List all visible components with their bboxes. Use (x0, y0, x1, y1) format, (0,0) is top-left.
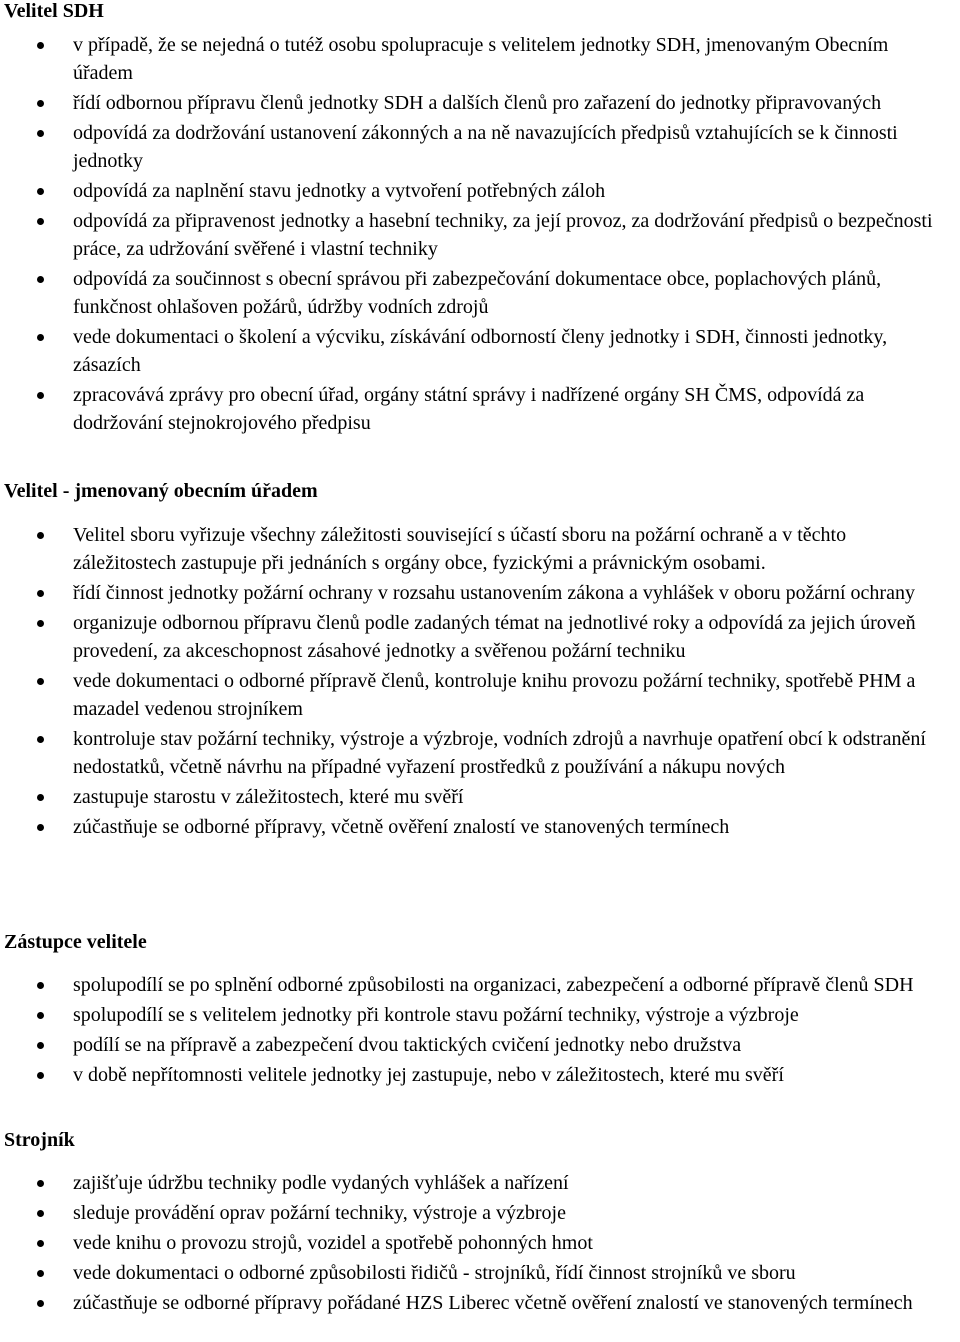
bullet-list (0, 1169, 960, 1317)
bullet-icon (37, 590, 44, 597)
bullet-icon (37, 678, 44, 685)
list-item-text: organizuje odbornou přípravu členů podle zadaných témat na jednotlivé roky a odpovídá za jejich úroveň provedení, za akceschopnost zásahové jednotky a svěřenou požární techniku (73, 612, 916, 662)
bullet-list (0, 521, 960, 841)
bullet-icon (37, 188, 44, 195)
list-item-text: vede knihu o provozu strojů, vozidel a spotřebě pohonných hmot (73, 1232, 593, 1254)
list-item-text: zúčastňuje se odborné přípravy pořádané HZS Liberec včetně ověření znalostí ve stanovených termínech (73, 1292, 913, 1314)
list-item (0, 89, 960, 117)
section-velitel-sdh (0, 0, 960, 439)
list-item (0, 579, 960, 607)
bullet-icon (37, 100, 44, 107)
bullet-icon (37, 334, 44, 341)
list-item (0, 323, 960, 379)
bullet-icon (37, 824, 44, 831)
bullet-list (0, 971, 960, 1089)
section-velitel-jmenovany (0, 477, 960, 843)
list-item-text: kontroluje stav požární techniky, výstroje a výzbroje, vodních zdrojů a navrhuje opatření obcí k odstranění nedostatků, včetně návrhu na případné vyřazení prostředků z používání a nákupu nových (73, 728, 926, 778)
list-item-text: v době nepřítomnosti velitele jednotky jej zastupuje, nebo v záležitostech, které mu svěří (73, 1064, 784, 1086)
list-item (0, 1169, 960, 1197)
list-item (0, 265, 960, 321)
bullet-icon (37, 218, 44, 225)
list-item-text: sleduje provádění oprav požární techniky, výstroje a výzbroje (73, 1202, 566, 1224)
list-item (0, 1229, 960, 1257)
list-item-text: podílí se na přípravě a zabezpečení dvou taktických cvičení jednotky nebo družstva (73, 1034, 742, 1056)
list-item-text: řídí činnost jednotky požární ochrany v rozsahu ustanovením zákona a vyhlášek v oboru požární ochrany (73, 582, 915, 604)
bullet-list (0, 31, 960, 437)
list-item (0, 207, 960, 263)
list-item (0, 381, 960, 437)
list-item (0, 813, 960, 841)
list-item (0, 667, 960, 723)
section-heading: Velitel SDH (4, 0, 104, 22)
list-item-text: Velitel sboru vyřizuje všechny záležitosti související s účastí sboru na požární ochraně a v těchto záležitostech zastupuje při jednáních s orgány obce, fyzickými a právnickým osobami. (73, 524, 847, 574)
list-item (0, 119, 960, 175)
bullet-icon (37, 42, 44, 49)
list-item-text: odpovídá za dodržování ustanovení zákonných a na ně navazujících předpisů vztahujících se k činnosti jednotky (73, 122, 898, 172)
list-item-text: vede dokumentaci o odborné způsobilosti řidičů - strojníků, řídí činnost strojníků ve sboru (73, 1262, 796, 1284)
section-heading: Velitel - jmenovaný obecním úřadem (4, 480, 318, 502)
bullet-icon (37, 392, 44, 399)
bullet-icon (37, 1042, 44, 1049)
list-item-text: zpracovává zprávy pro obecní úřad, orgány státní správy i nadřízené orgány SH ČMS, odpovídá za dodržování stejnokrojového předpisu (73, 384, 865, 434)
list-item-text: zajišťuje údržbu techniky podle vydaných vyhlášek a nařízení (73, 1172, 569, 1194)
list-item-text: odpovídá za připravenost jednotky a hasební techniky, za její provoz, za dodržování předpisů o bezpečnosti práce, za udržování svěřené i vlastní techniky (73, 210, 933, 260)
list-item-text: spolupodílí se po splnění odborné způsobilosti na organizaci, zabezpečení a odborné přípravě členů SDH (73, 974, 914, 996)
list-item-text: v případě, že se nejedná o tutéž osobu spolupracuje s velitelem jednotky SDH, jmenovaným Obecním úřadem (73, 34, 889, 84)
list-item (0, 1061, 960, 1089)
bullet-icon (37, 1210, 44, 1217)
bullet-icon (37, 736, 44, 743)
list-item (0, 783, 960, 811)
list-item-text: spolupodílí se s velitelem jednotky při kontrole stavu požární techniky, výstroje a výzbroje (73, 1004, 799, 1026)
bullet-icon (37, 794, 44, 801)
list-item (0, 609, 960, 665)
list-item (0, 1199, 960, 1227)
list-item (0, 521, 960, 577)
list-item-text: odpovídá za naplnění stavu jednotky a vytvoření potřebných záloh (73, 180, 606, 202)
list-item-text: vede dokumentaci o školení a výcviku, získávání odborností členy jednotky i SDH, činnosti jednotky, zásazích (73, 326, 888, 376)
bullet-icon (37, 1240, 44, 1247)
list-item-text: odpovídá za součinnost s obecní správou při zabezpečování dokumentace obce, poplachových plánů, funkčnost ohlašoven požárů, údržby vodních zdrojů (73, 268, 882, 318)
bullet-icon (37, 1180, 44, 1187)
list-item (0, 1259, 960, 1287)
section-zastupce-velitele (0, 928, 960, 1091)
list-item (0, 31, 960, 87)
bullet-icon (37, 1300, 44, 1307)
list-item (0, 971, 960, 999)
bullet-icon (37, 1072, 44, 1079)
list-item-text: řídí odbornou přípravu členů jednotky SDH a dalších členů pro zařazení do jednotky připravovaných (73, 92, 882, 114)
bullet-icon (37, 982, 44, 989)
bullet-icon (37, 1012, 44, 1019)
list-item (0, 725, 960, 781)
list-item (0, 1289, 960, 1317)
bullet-icon (37, 532, 44, 539)
section-strojnik (0, 1126, 960, 1319)
bullet-icon (37, 130, 44, 137)
bullet-icon (37, 620, 44, 627)
section-heading: Strojník (4, 1129, 75, 1151)
list-item-text: vede dokumentaci o odborné přípravě členů, kontroluje knihu provozu požární techniky, spotřebě PHM a mazadel vedenou strojníkem (73, 670, 916, 720)
bullet-icon (37, 1270, 44, 1277)
bullet-icon (37, 276, 44, 283)
list-item (0, 1001, 960, 1029)
section-heading: Zástupce velitele (4, 931, 147, 953)
list-item (0, 177, 960, 205)
list-item-text: zúčastňuje se odborné přípravy, včetně ověření znalostí ve stanovených termínech (73, 816, 730, 838)
list-item-text: zastupuje starostu v záležitostech, které mu svěří (73, 786, 464, 808)
list-item (0, 1031, 960, 1059)
